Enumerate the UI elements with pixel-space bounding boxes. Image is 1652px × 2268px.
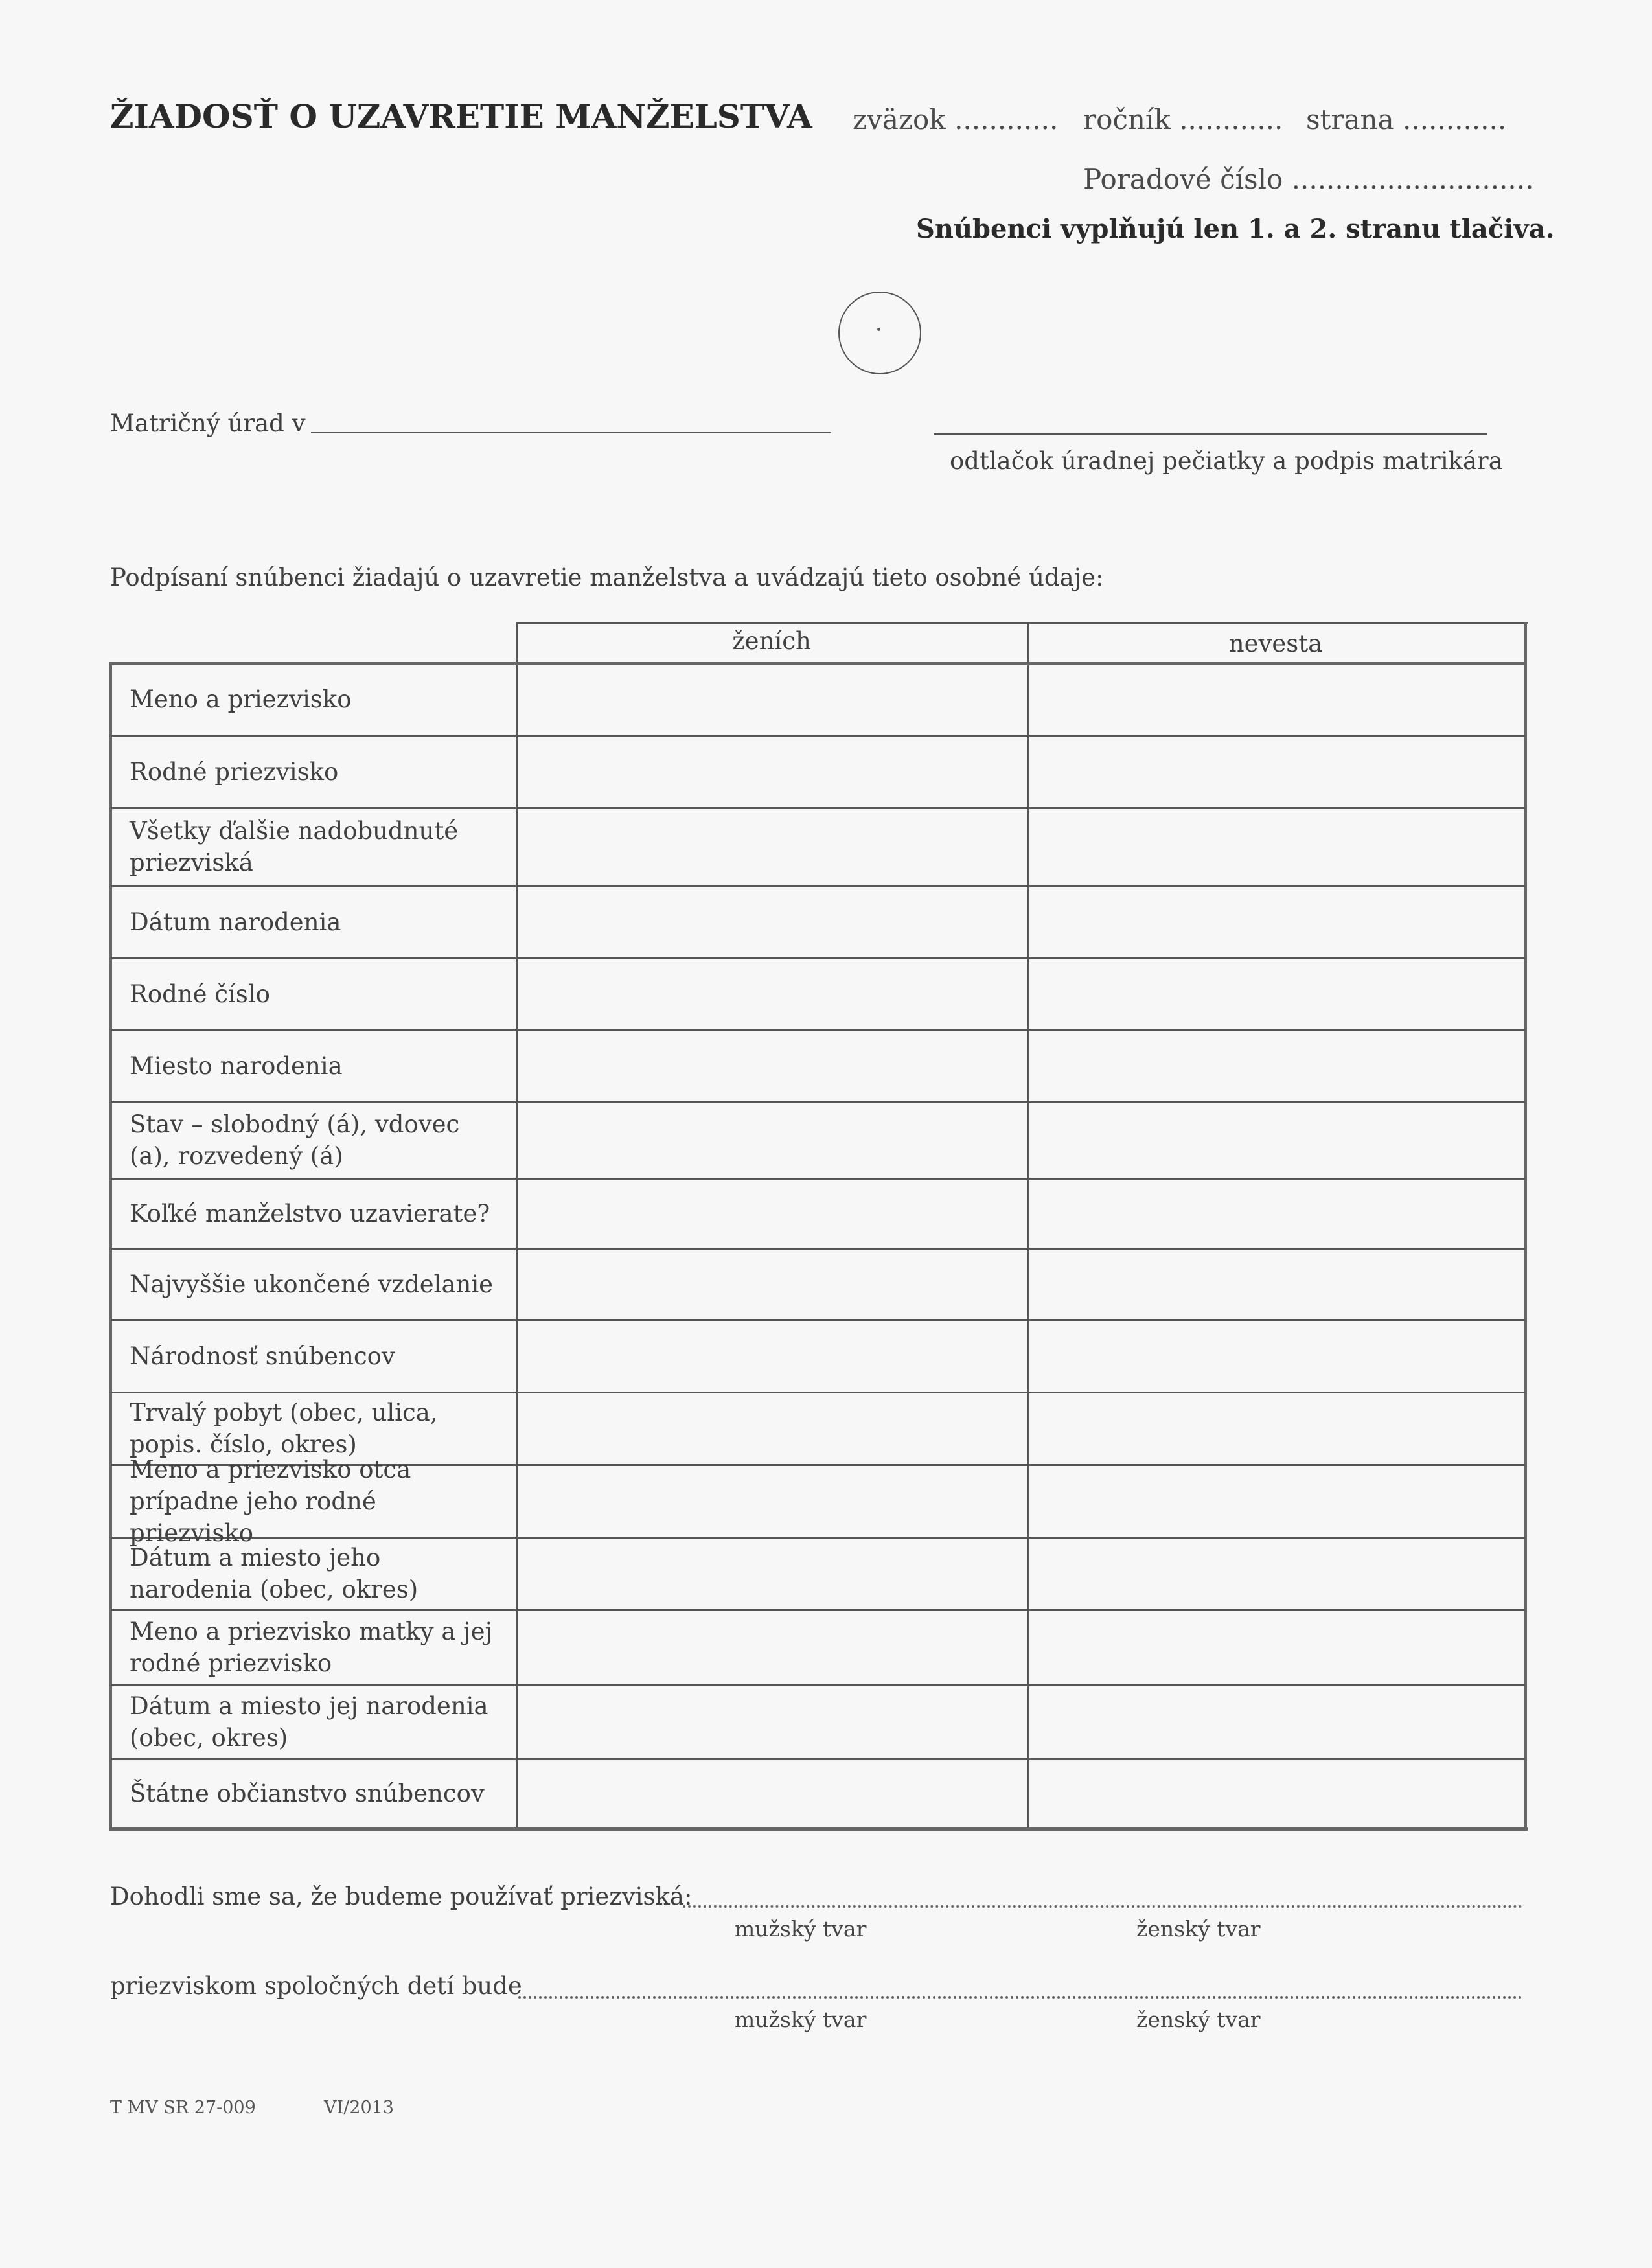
intro-text: Podpísaní snúbenci žiadajú o uzavretie manželstva a uvádzajú tieto osobné údaje: <box>110 564 1104 591</box>
agreed-female-form-caption: ženský tvar <box>1136 1916 1261 1942</box>
row-label-rodne-cislo: Rodné číslo <box>130 979 270 1008</box>
row-label-narodnost: Národnosť snúbencov <box>130 1342 395 1370</box>
form-title: ŽIADOSŤ O UZAVRETIE MANŽELSTVA <box>110 97 812 135</box>
col-header-groom: ženích <box>732 627 811 655</box>
agreed-surnames-label: Dohodli sme sa, že budeme používať priezviská: <box>110 1883 693 1910</box>
agreed-surnames-input[interactable] <box>683 1905 1522 1908</box>
row-label-stav: Stav – slobodný (á), vdovec (a), rozvedený (á) <box>130 1110 460 1170</box>
children-surname-label: priezviskom spoločných detí bude <box>110 1972 522 2000</box>
row-label-rodne-priezvisko: Rodné priezvisko <box>130 757 339 786</box>
matricny-urad-label: Matričný úrad v <box>110 409 306 437</box>
form-version: VI/2013 <box>324 2098 394 2118</box>
poradove-cislo-field[interactable]: Poradové číslo ............................ <box>1083 163 1534 195</box>
strana-field[interactable]: strana ............ <box>1306 104 1507 135</box>
row-label-obcianstvo: Štátne občianstvo snúbencov <box>130 1779 485 1807</box>
row-label-trvaly-pobyt: Trvalý pobyt (obec, ulica, popis. číslo, okres) <box>130 1399 438 1458</box>
row-label-vzdelanie: Najvyššie ukončené vzdelanie <box>130 1270 494 1298</box>
zvazok-field[interactable]: zväzok ............ <box>853 104 1059 135</box>
row-label-kolke-manzelstvo: Koľké manželstvo uzavierate? <box>130 1199 490 1228</box>
row-label-matka: Meno a priezvisko matky a jej rodné priezvisko <box>130 1618 493 1677</box>
seal-center-dot <box>877 328 880 331</box>
row-label-otec: Meno a priezvisko otca prípadne jeho rodné priezvisko <box>130 1455 411 1547</box>
row-label-datum-narodenia: Dátum narodenia <box>130 908 341 936</box>
rocnik-field[interactable]: ročník ............ <box>1083 104 1283 135</box>
signature-line[interactable] <box>934 433 1487 435</box>
children-male-form-caption: mužský tvar <box>735 2007 867 2032</box>
seal-caption: odtlačok úradnej pečiatky a podpis matrikára <box>950 447 1503 475</box>
row-label-matka-narodenie: Dátum a miesto jej narodenia (obec, okres) <box>130 1692 488 1752</box>
children-surname-input[interactable] <box>518 1996 1522 1999</box>
matricny-urad-input-line[interactable] <box>311 432 831 433</box>
row-label-dalsie-priezviska: Všetky ďalšie nadobudnuté priezviská <box>130 817 459 876</box>
children-female-form-caption: ženský tvar <box>1136 2007 1261 2032</box>
row-label-meno: Meno a priezvisko <box>130 685 352 713</box>
col-header-bride: nevesta <box>1228 630 1323 658</box>
instruction-note: Snúbenci vyplňujú len 1. a 2. stranu tlačiva. <box>916 214 1555 244</box>
row-label-miesto-narodenia: Miesto narodenia <box>130 1051 343 1080</box>
agreed-male-form-caption: mužský tvar <box>735 1916 867 1942</box>
form-code: T MV SR 27-009 <box>110 2098 256 2118</box>
row-label-otec-narodenie: Dátum a miesto jeho narodenia (obec, okres) <box>130 1544 419 1603</box>
seal-circle <box>838 292 921 374</box>
